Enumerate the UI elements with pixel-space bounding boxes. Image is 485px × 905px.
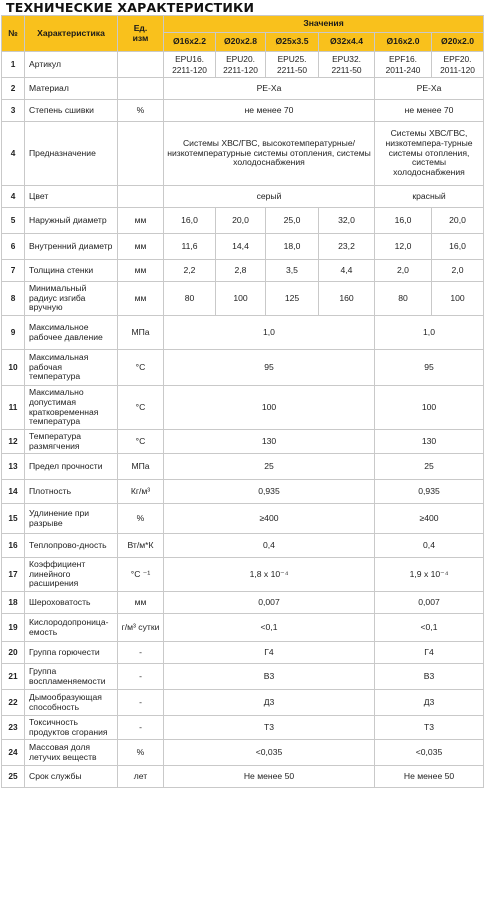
row-value: 2,2 <box>164 260 216 282</box>
row-value: 18,0 <box>266 234 319 260</box>
row-article-value <box>266 52 319 78</box>
header-size: Ø16x2.2 <box>164 33 216 52</box>
row-value-group-a: 95 <box>164 350 375 386</box>
header-size: Ø20x2.0 <box>432 33 484 52</box>
table-row <box>2 642 484 664</box>
row-number: 4 <box>2 122 25 186</box>
row-value-group-b: 1,9 x 10⁻⁴ <box>375 558 484 592</box>
row-unit: мм <box>118 208 164 234</box>
row-value: 2,0 <box>432 260 484 282</box>
article-code-line2: 2211-120 <box>223 64 258 75</box>
row-value-group-a: <0,1 <box>164 614 375 642</box>
row-characteristic: Материал <box>25 78 118 100</box>
row-unit <box>118 122 164 186</box>
table-row <box>2 740 484 766</box>
row-characteristic: Дымообразующая способность <box>25 690 118 716</box>
row-characteristic: Токсичность продуктов сгорания <box>25 716 118 740</box>
row-number: 18 <box>2 592 25 614</box>
table-row <box>2 592 484 614</box>
row-unit: - <box>118 642 164 664</box>
row-value: 16,0 <box>375 208 432 234</box>
row-number: 4 <box>2 186 25 208</box>
row-value-group-b: 130 <box>375 430 484 454</box>
row-unit: лет <box>118 766 164 788</box>
row-value: 2,8 <box>216 260 266 282</box>
row-characteristic: Массовая доля летучих веществ <box>25 740 118 766</box>
row-number: 8 <box>2 282 25 316</box>
row-value-group-b: 0,007 <box>375 592 484 614</box>
row-value-group-a: Не менее 50 <box>164 766 375 788</box>
article-code-line2: 2211-120 <box>172 64 207 75</box>
article-code-line1: EPU16. <box>175 54 204 65</box>
row-number: 3 <box>2 100 25 122</box>
row-unit: % <box>118 504 164 534</box>
row-value-group-b: ≥400 <box>375 504 484 534</box>
row-value-group-b: 0,935 <box>375 480 484 504</box>
row-number: 19 <box>2 614 25 642</box>
row-unit: МПа <box>118 316 164 350</box>
header-no: № <box>2 16 25 52</box>
table-row <box>2 504 484 534</box>
table-row <box>2 208 484 234</box>
row-value-group-a: не менее 70 <box>164 100 375 122</box>
row-value-group-b: Д3 <box>375 690 484 716</box>
row-number: 12 <box>2 430 25 454</box>
table-row <box>2 260 484 282</box>
table-row <box>2 430 484 454</box>
row-number: 14 <box>2 480 25 504</box>
article-code-line1: EPF16. <box>389 54 417 65</box>
article-code-line2: 2211-50 <box>276 64 308 75</box>
article-code-line1: EPU25. <box>277 54 307 65</box>
row-value-group-a: 1,0 <box>164 316 375 350</box>
row-value-group-a: 0,4 <box>164 534 375 558</box>
table-row <box>2 350 484 386</box>
row-value: 100 <box>432 282 484 316</box>
row-article-value <box>319 52 375 78</box>
row-value-group-a: 0,935 <box>164 480 375 504</box>
row-characteristic: Наружный диаметр <box>25 208 118 234</box>
row-value-group-a: PE-Xa <box>164 78 375 100</box>
row-characteristic: Толщина стенки <box>25 260 118 282</box>
row-unit: Кг/м³ <box>118 480 164 504</box>
row-value-group-a: <0,035 <box>164 740 375 766</box>
row-number: 22 <box>2 690 25 716</box>
row-number: 17 <box>2 558 25 592</box>
row-value: 23,2 <box>319 234 375 260</box>
table-row <box>2 454 484 480</box>
row-unit: % <box>118 740 164 766</box>
row-value: 16,0 <box>164 208 216 234</box>
row-unit: МПа <box>118 454 164 480</box>
row-value: 14,4 <box>216 234 266 260</box>
table-row <box>2 282 484 316</box>
row-value: 80 <box>164 282 216 316</box>
row-value-group-b: 1,0 <box>375 316 484 350</box>
row-number: 15 <box>2 504 25 534</box>
row-value-group-a: 0,007 <box>164 592 375 614</box>
row-value: 4,4 <box>319 260 375 282</box>
row-unit: °С <box>118 430 164 454</box>
row-characteristic: Максимальная рабочая температура <box>25 350 118 386</box>
row-characteristic: Срок службы <box>25 766 118 788</box>
article-code-line2: 2211-50 <box>331 64 362 75</box>
row-characteristic: Группа воспламеняемости <box>25 664 118 690</box>
row-value-group-a: серый <box>164 186 375 208</box>
row-unit: °С <box>118 386 164 430</box>
row-value-group-b: Г4 <box>375 642 484 664</box>
row-article-value <box>375 52 432 78</box>
row-characteristic: Теплопрово-дность <box>25 534 118 558</box>
row-value-group-a: Д3 <box>164 690 375 716</box>
row-value: 100 <box>216 282 266 316</box>
row-unit <box>118 186 164 208</box>
table-row <box>2 766 484 788</box>
row-unit <box>118 52 164 78</box>
row-number: 6 <box>2 234 25 260</box>
row-characteristic: Максимальное рабочее давление <box>25 316 118 350</box>
row-number: 11 <box>2 386 25 430</box>
row-characteristic: Удлинение при разрыве <box>25 504 118 534</box>
header-unit-line2: изм <box>132 32 149 43</box>
row-value-group-a: Г4 <box>164 642 375 664</box>
row-value: 11,6 <box>164 234 216 260</box>
row-value-group-b: не менее 70 <box>375 100 484 122</box>
row-characteristic: Плотность <box>25 480 118 504</box>
row-number: 24 <box>2 740 25 766</box>
row-characteristic: Степень сшивки <box>25 100 118 122</box>
table-row <box>2 386 484 430</box>
table-row <box>2 690 484 716</box>
row-characteristic: Предназначение <box>25 122 118 186</box>
row-article-value <box>216 52 266 78</box>
row-value: 25,0 <box>266 208 319 234</box>
row-value-group-a: Системы ХВС/ГВС, высокотемпературные/ низкотемпературные системы отопления, системы холодоснабжения <box>164 122 375 186</box>
row-article-value <box>432 52 484 78</box>
row-number: 21 <box>2 664 25 690</box>
row-value-group-a: 100 <box>164 386 375 430</box>
row-number: 13 <box>2 454 25 480</box>
row-characteristic: Кислородопроница-емость <box>25 614 118 642</box>
row-value-group-b: В3 <box>375 664 484 690</box>
table-row <box>2 614 484 642</box>
table-row <box>2 480 484 504</box>
row-value-group-b: Т3 <box>375 716 484 740</box>
row-value: 3,5 <box>266 260 319 282</box>
specs-table <box>1 15 484 788</box>
article-code-line1: EPF20. <box>443 54 472 65</box>
row-characteristic: Максимально допустимая кратковременная температура <box>25 386 118 430</box>
row-number: 7 <box>2 260 25 282</box>
header-size: Ø20x2.8 <box>216 33 266 52</box>
article-code-line2: 2011-120 <box>440 64 475 75</box>
row-characteristic: Артикул <box>25 52 118 78</box>
table-row <box>2 664 484 690</box>
row-value: 12,0 <box>375 234 432 260</box>
row-value-group-b: Не менее 50 <box>375 766 484 788</box>
row-number: 10 <box>2 350 25 386</box>
article-code-line2: 2011-240 <box>385 64 421 75</box>
row-characteristic: Коэффициент линейного расширения <box>25 558 118 592</box>
row-value: 125 <box>266 282 319 316</box>
table-row <box>2 316 484 350</box>
row-number: 9 <box>2 316 25 350</box>
row-value-group-a: 25 <box>164 454 375 480</box>
row-value: 2,0 <box>375 260 432 282</box>
row-unit <box>118 78 164 100</box>
table-row <box>2 52 484 78</box>
row-characteristic: Предел прочности <box>25 454 118 480</box>
row-unit: мм <box>118 282 164 316</box>
row-unit: мм <box>118 260 164 282</box>
row-unit: г/м³ сутки <box>118 614 164 642</box>
row-number: 16 <box>2 534 25 558</box>
row-value: 32,0 <box>319 208 375 234</box>
table-row <box>2 186 484 208</box>
header-unit <box>118 16 164 52</box>
table-row <box>2 716 484 740</box>
row-unit: мм <box>118 234 164 260</box>
header-size: Ø32x4.4 <box>319 33 375 52</box>
row-value-group-b: 0,4 <box>375 534 484 558</box>
row-unit: % <box>118 100 164 122</box>
row-number: 20 <box>2 642 25 664</box>
row-value: 160 <box>319 282 375 316</box>
row-characteristic: Цвет <box>25 186 118 208</box>
page-title: ТЕХНИЧЕСКИЕ ХАРАКТЕРИСТИКИ <box>6 0 255 15</box>
row-value-group-b: 95 <box>375 350 484 386</box>
row-value: 16,0 <box>432 234 484 260</box>
article-code-line1: EPU32. <box>332 54 361 65</box>
row-number: 2 <box>2 78 25 100</box>
row-value-group-b: <0,035 <box>375 740 484 766</box>
header-values: Значения <box>164 16 484 33</box>
row-characteristic: Группа горючести <box>25 642 118 664</box>
row-value-group-b: Системы ХВС/ГВС, низкотемпера-турные системы отопления, системы холодоснабжения <box>375 122 484 186</box>
row-unit: мм <box>118 592 164 614</box>
row-value-group-a: Т3 <box>164 716 375 740</box>
row-unit: - <box>118 664 164 690</box>
table-row <box>2 234 484 260</box>
article-code-line1: EPU20. <box>226 54 255 65</box>
row-value-group-a: ≥400 <box>164 504 375 534</box>
row-unit: °С <box>118 350 164 386</box>
specs-table-body <box>2 52 484 788</box>
table-row <box>2 122 484 186</box>
row-article-value <box>164 52 216 78</box>
row-number: 23 <box>2 716 25 740</box>
row-characteristic: Шероховатость <box>25 592 118 614</box>
row-unit: - <box>118 716 164 740</box>
row-characteristic: Температура размягчения <box>25 430 118 454</box>
row-unit: - <box>118 690 164 716</box>
row-number: 25 <box>2 766 25 788</box>
table-row <box>2 534 484 558</box>
row-unit: °С ⁻¹ <box>118 558 164 592</box>
row-value: 80 <box>375 282 432 316</box>
table-row <box>2 558 484 592</box>
row-number: 5 <box>2 208 25 234</box>
row-value: 20,0 <box>432 208 484 234</box>
header-size: Ø16x2.0 <box>375 33 432 52</box>
row-value-group-b: красный <box>375 186 484 208</box>
row-value: 20,0 <box>216 208 266 234</box>
row-value-group-a: 1,8 x 10⁻⁴ <box>164 558 375 592</box>
table-row <box>2 78 484 100</box>
row-value-group-b: <0,1 <box>375 614 484 642</box>
row-value-group-a: В3 <box>164 664 375 690</box>
row-value-group-b: PE-Xa <box>375 78 484 100</box>
row-number: 1 <box>2 52 25 78</box>
row-unit: Вт/м*К <box>118 534 164 558</box>
header-size: Ø25x3.5 <box>266 33 319 52</box>
header-unit-line1: Ед. <box>133 22 148 33</box>
table-row <box>2 100 484 122</box>
header-characteristic: Характеристика <box>25 16 118 52</box>
row-value-group-b: 100 <box>375 386 484 430</box>
row-characteristic: Минимальный радиус изгиба вручную <box>25 282 118 316</box>
row-characteristic: Внутренний диаметр <box>25 234 118 260</box>
row-value-group-a: 130 <box>164 430 375 454</box>
row-value-group-b: 25 <box>375 454 484 480</box>
